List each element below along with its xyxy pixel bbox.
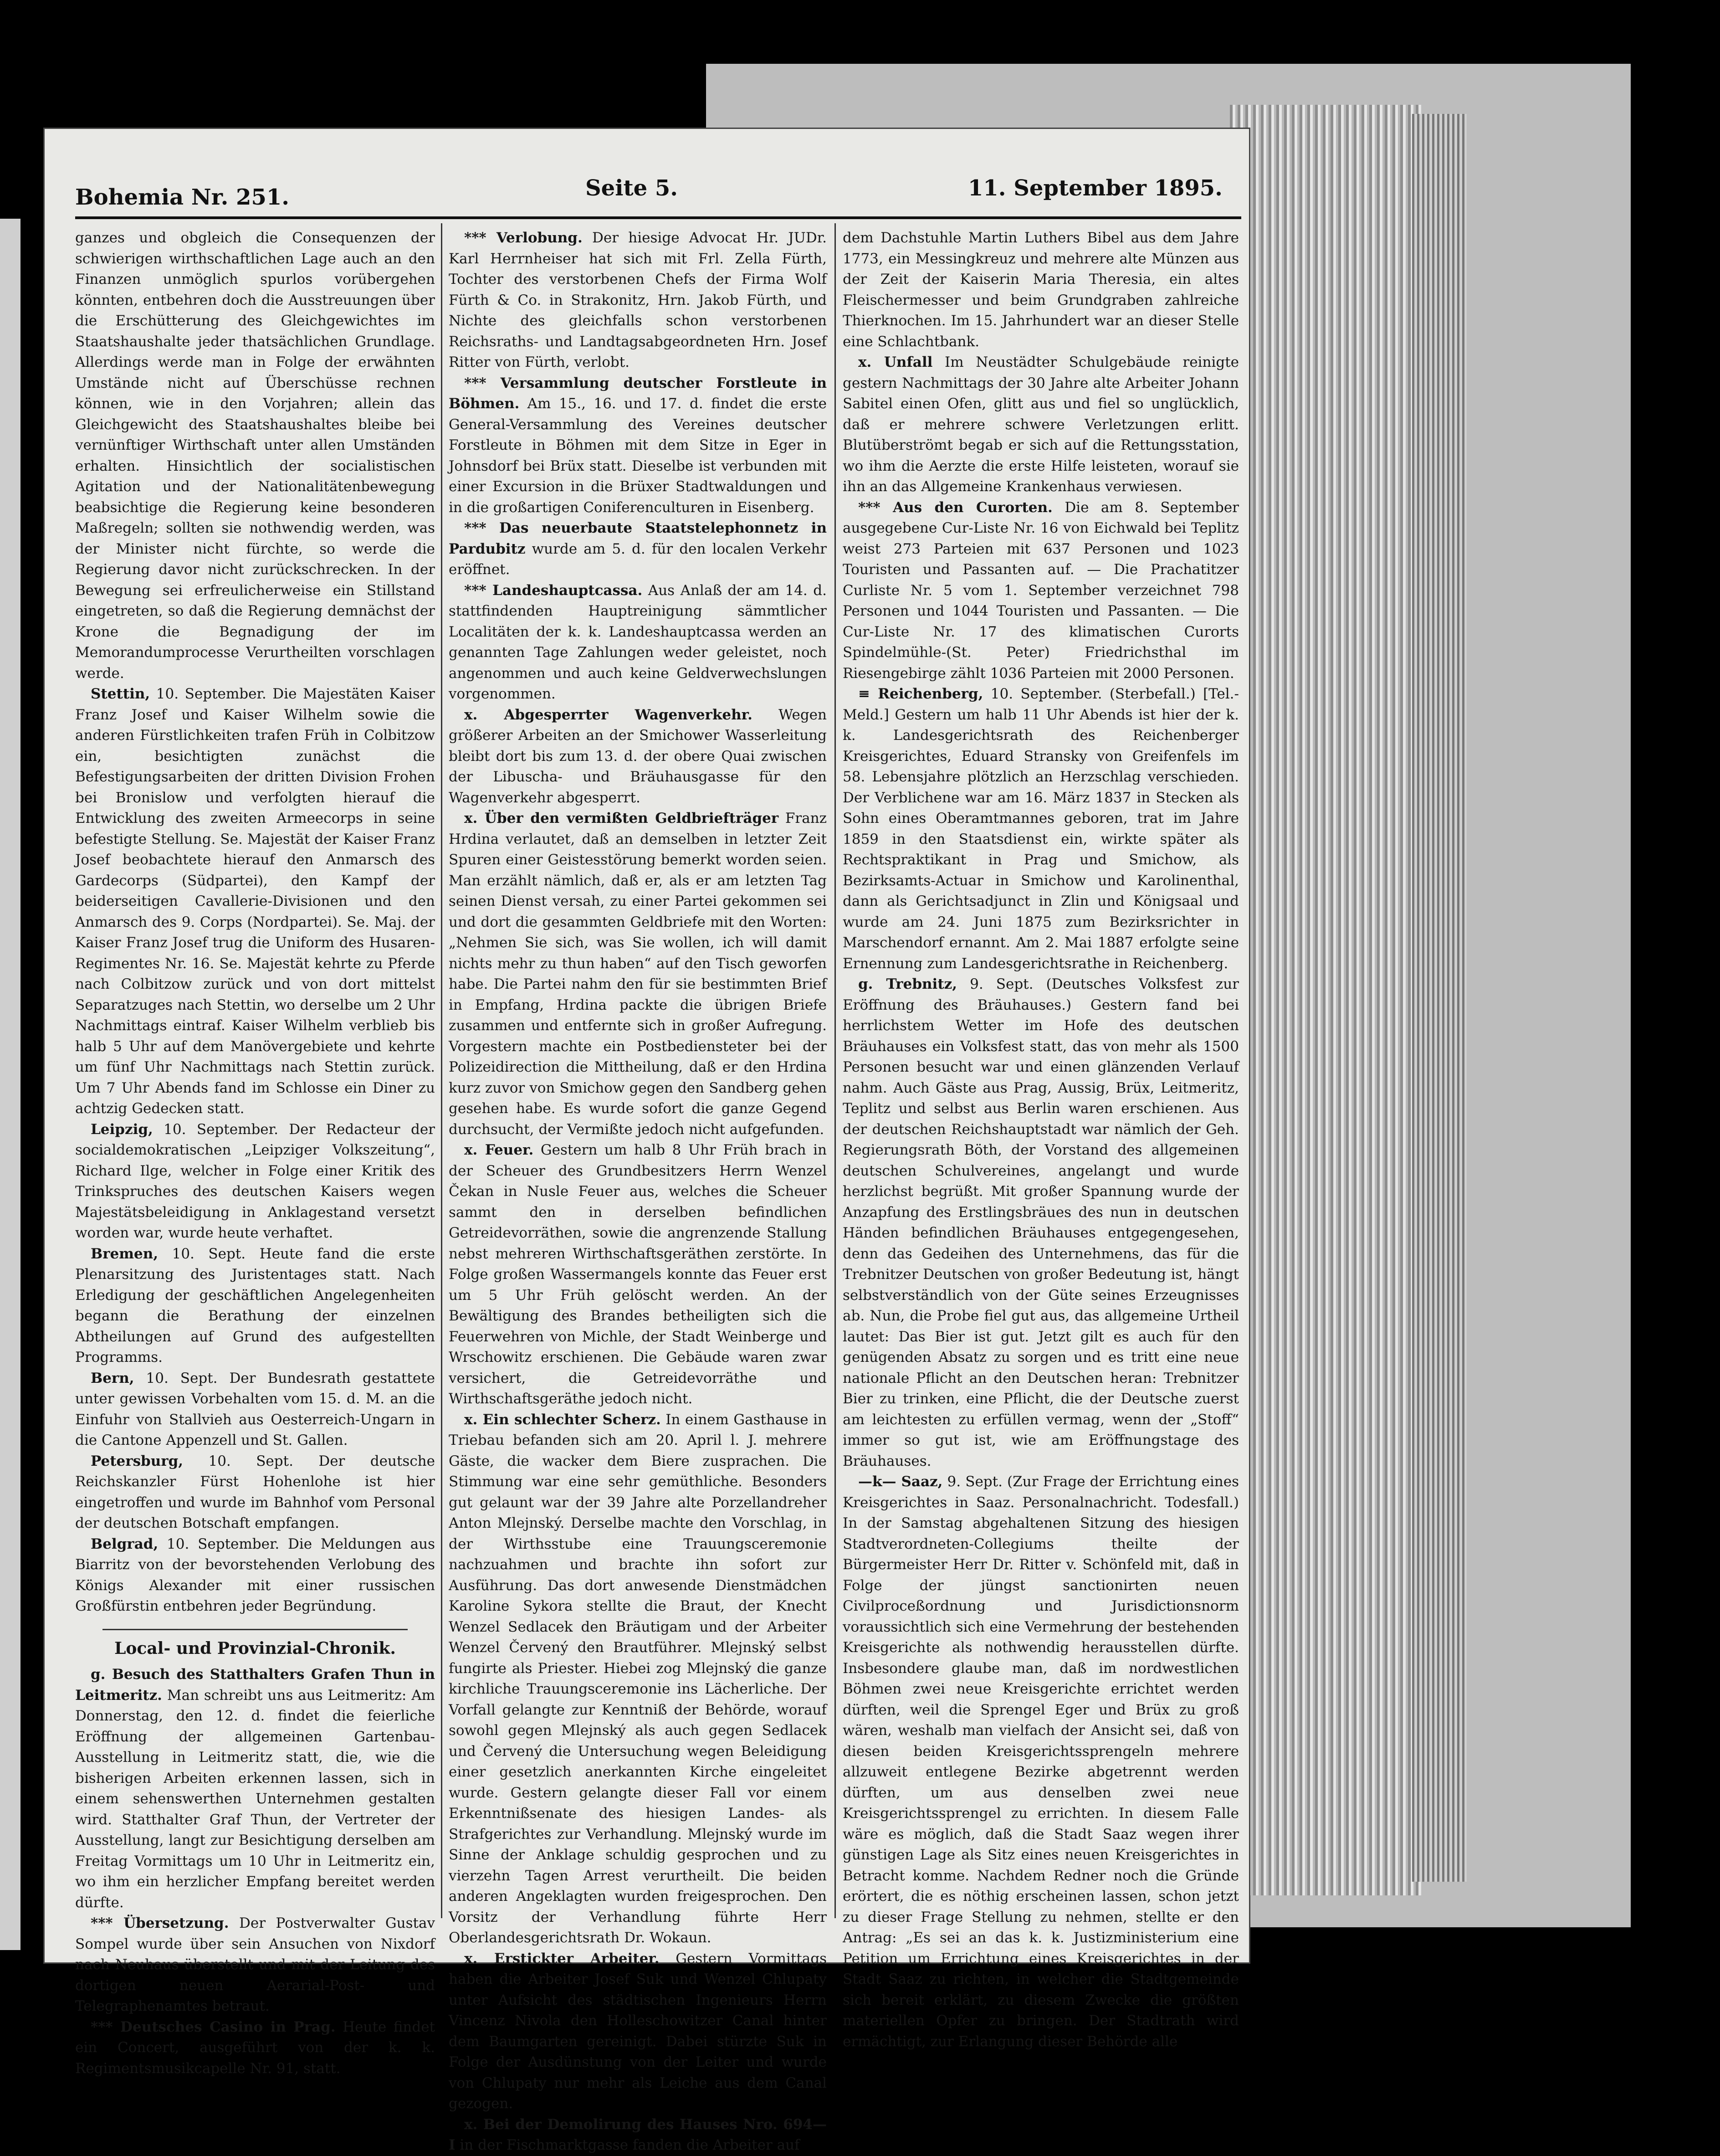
article-paragraph: Bern, 10. Sept. Der Bundesrath gestattete unter gewissen Vorbehalten vom 15. d. M. an die Einfuhr von Stallvieh aus Oesterreich-Ungarn in die Cantone Appenzell und St. Gallen. <box>75 1370 435 1448</box>
article-paragraph: x. Ein schlechter Scherz. In einem Gasthause in Triebau befanden sich am 20. April l. J. mehrere Gäste, die wacker dem Biere zusprachen. Die Stimmung war eine sehr gemüthliche. Besonders gut gelaunt war der 39 Jahre alte Porzellandreher Anton Mlejnský. Derselbe machte den Vorschlag, in der Wirthsstube eine Trauungsceremonie nachzuahmen und brachte ihn sofort zur Ausführung. Das dort anwesende Dienstmädchen Karoline Sykora stellte die Braut, der Knecht Wenzel Sedlacek den Bräutigam und der Arbeiter Wenzel Červený den Brautführer. Mlejnský selbst fungirte als Priester. Hiebei zog Mlejnský die ganze kirchliche Trauungsceremonie ins Lächerliche. Der Vorfall gelangte zur Kenntniß der Behörde, worauf sowohl gegen Mlejnský als auch gegen Sedlacek und Červený die Untersuchung wegen Beleidigung einer gesetzlich anerkannten Kirche eingeleitet wurde. Gestern gelangte dieser Fall vor einem Erkenntnißsenate des hiesigen Landes- als Strafgerichtes zur Verhandlung. Mlejnský wurde im Sinne der Anklage schuldig gesprochen und zu vierzehn Tagen Arrest verurtheilt. Die beiden anderen Angeklagten wurden freigesprochen. Den Vorsitz der Verhandlung führte Herr Oberlandesgerichtsrath Dr. Wokaun. <box>449 1411 827 1946</box>
article-paragraph: g. Besuch des Statthalters Grafen Thun in Leitmeritz. Man schreibt uns aus Leitmeritz: Am Donnerstag, den 12. d. findet die feierliche Eröffnung der allgemeinen Gartenbau-Ausstellung in Leitmeritz statt, die, wie die bisherigen Arbeiten erkennen lassen, sich in einem sehenswerthen Unternehmen gestalten wird. Statthalter Graf Thun, der Vertreter der Ausstellung, langt zur Besichtigung derselben am Freitag Vormittags um 10 Uhr in Leitmeritz ein, wo ihm ein herzlicher Empfang bereitet werden dürfte. <box>75 1666 435 1911</box>
column-divider <box>441 223 442 1918</box>
article-paragraph: Stettin, 10. September. Die Majestäten Kaiser Franz Josef und Kaiser Wilhelm sowie die anderen Fürstlichkeiten trafen Früh in Colbitzow ein, besichtigten zunächst die Befestigungsarbeiten der dritten Division Frohen bei Bronislow und verfolgten hierauf die Entwicklung des zweiten Armeecorps in seine befestigte Stellung. Se. Majestät der Kaiser Franz Josef beobachtete hierauf den Anmarsch des Gardecorps (Südpartei), den Kampf der beiderseitigen Cavallerie-Divisionen und den Anmarsch des 9. Corps (Nordpartei). Se. Maj. der Kaiser Franz Josef trug die Uniform des Husaren-Regimentes Nr. 16. Se. Majestät kehrte zu Pferde nach Colbitzow zurück und von dort mittelst Separatzuges nach Stettin, wo derselbe um 2 Uhr Nachmittags eintraf. Kaiser Wilhelm verblieb bis halb 5 Uhr auf dem Manövergebiete und kehrte um fünf Uhr Nachmittags nach Stettin zurück. Um 7 Uhr Abends fand im Schlosse ein Diner zu achtzig Gedecken statt. <box>75 686 435 1117</box>
article-paragraph: x. Feuer. Gestern um halb 8 Uhr Früh brach in der Scheuer des Grundbesitzers Herrn Wenzel Čekan in Nusle Feuer aus, welches die Scheuer sammt den in derselben befindlichen Getreidevorräthen, sowie die angrenzende Stallung nebst mehreren Wirthschaftsgeräthen zerstörte. In Folge großen Wassermangels konnte das Feuer erst um 5 Uhr Früh gelöscht werden. An der Bewältigung des Brandes betheiligten sich die Feuerwehren von Michle, der Stadt Weinberge und Wrschowitz erschienen. Die Gebäude waren zwar versichert, die Getreidevorräthe und Wirthschaftsgeräthe jedoch nicht. <box>449 1142 827 1407</box>
article-paragraph: *** Verlobung. Der hiesige Advocat Hr. JUDr. Karl Herrnheiser hat sich mit Frl. Zella Fürth, Tochter des verstorbenen Chefs der Firma Wolf Fürth & Co. in Strakonitz, Hrn. Jakob Fürth, und Nichte des gleichfalls schon verstorbenen Reichsraths- und Landtagsabgeordneten Hrn. Josef Ritter von Fürth, verlobt. <box>449 230 827 370</box>
page-stack-edge <box>1230 105 1421 1895</box>
article-paragraph: x. Abgesperrter Wagenverkehr. Wegen größerer Arbeiten an der Smichower Wasserleitung bleibt dort bis zum 13. d. der obere Quai zwischen der Libuscha- und Bräuhausgasse für den Wagenverkehr abgesperrt. <box>449 706 827 806</box>
article-paragraph: dem Dachstuhle Martin Luthers Bibel aus dem Jahre 1773, ein Messingkreuz und mehrere alte Münzen aus der Zeit der Kaiserin Maria Theresia, ein altes Fleischermesser und beim Grundgraben zahlreiche Thierknochen. Im 15. Jahrhundert war an dieser Stelle eine Schlachtbank. <box>843 230 1239 350</box>
article-paragraph: —k— Saaz, 9. Sept. (Zur Frage der Errichtung eines Kreisgerichtes in Saaz. Personalnachricht. Todesfall.) In der Samstag abgehaltenen Sitzung des hiesigen Stadtverordneten-Collegiums theilte der Bürgermeister Herr Dr. Ritter v. Schönfeld mit, daß in Folge der jüngst sanctionirten neuen Civilproceßordnung und Jurisdictionsnorm voraussichtlich sich eine Vermehrung der bestehenden Kreisgerichte als nothwendig herausstellen dürfte. Insbesondere glaube man, daß im nordwestlichen Böhmen zwei neue Kreisgerichte errichtet werden dürften, weil die Sprengel Eger und Brüx zu groß wären, weshalb man vielfach der Ansicht sei, daß von diesen beiden Kreisgerichtssprengeln mehrere allzuweit entlegene Bezirke abgetrennt werden dürften, um aus denselben zwei neue Kreisgerichtssprengel zu errichten. In diesem Falle wäre es möglich, daß die Stadt Saaz wegen ihrer günstigen Lage als Sitz eines neuen Kreisgerichtes in Betracht komme. Nachdem Redner noch die Gründe erörtert, die es nöthig erscheinen lassen, schon jetzt zu dieser Frage Stellung zu nehmen, stellte er den Antrag: „Es sei an das k. k. Justizministerium eine Petition um Errichtung eines Kreisgerichtes in der Stadt Saaz zu richten, in welcher die Stadtgemeinde sich bereit erklärt, zu diesem Zwecke die größten materiellen Opfer zu bringen. Der Stadtrath wird ermächtigt, zur Erlangung dieser Behörde alle <box>843 1473 1239 2050</box>
column-1 <box>75 228 435 2077</box>
article-paragraph: Leipzig, 10. September. Der Redacteur der socialdemokratischen „Leipziger Volkszeitung“, Richard Ilge, welcher in Folge einer Kritik des Trinkspruches des deutschen Kaisers wegen Majestätsbeleidigung in Anklagestand versetzt worden war, wurde heute verhaftet. <box>75 1121 435 1241</box>
section-divider <box>102 1629 408 1630</box>
page-number: Seite 5. <box>585 175 678 201</box>
article-paragraph: Bremen, 10. Sept. Heute fand die erste Plenarsitzung des Juristentages statt. Nach Erledigung der geschäftlichen Angelegenheiten begann die Berathung der einzelnen Abtheilungen auf Grund des aufgestellten Programms. <box>75 1245 435 1365</box>
article-paragraph: Belgrad, 10. September. Die Meldungen aus Biarritz von der bevorstehenden Verlobung des Königs Alexander mit einer russischen Großfürstin entbehren jeder Begründung. <box>75 1535 435 1614</box>
article-paragraph: *** Landeshauptcassa. Aus Anlaß der am 14. d. stattfindenden Hauptreinigung sämmtlicher Localitäten der k. k. Landeshauptcassa werden an genannten Tage Zahlungen weder geleistet, noch angenommen und auch keine Geldverwechslungen vorgenommen. <box>449 582 827 702</box>
issue-date: 11. September 1895. <box>968 175 1223 201</box>
article-paragraph: x. Unfall Im Neustädter Schulgebäude reinigte gestern Nachmittags der 30 Jahre alte Arbeiter Johann Sabitel einen Ofen, glitt aus und fiel so unglücklich, daß er mehrere schwere Verletzungen erlitt. Blutüberströmt begab er sich auf die Rettungsstation, wo ihm die Aerzte die erste Hilfe leisteten, worauf sie ihn an das Allgemeine Krankenhaus verwiesen. <box>843 354 1239 495</box>
page-stack-edge <box>1412 114 1467 1882</box>
article-paragraph: *** Übersetzung. Der Postverwalter Gustav Sompel wurde über sein Ansuchen von Nixdorf nach Neuhaus überstellt und mit der Leitung des dortigen neuen Aerarial-Post- und Telegraphenamtes betraut. <box>75 1915 435 2014</box>
article-paragraph: *** Versammlung deutscher Forstleute in Böhmen. Am 15., 16. und 17. d. findet die erste General-Versammlung des Vereines deutscher Forstleute in Böhmen mit dem Sitze in Eger in Johnsdorf bei Brüx statt. Dieselbe ist verbunden mit einer Excursion in die Brüxer Stadtwaldungen und in die großartigen Coniferenculturen in Eisenberg. <box>449 375 827 516</box>
article-paragraph: x. Erstickter Arbeiter. Gestern Vormittags haben die Arbeiter Josef Suk und Wenzel Chlupaty unter Aufsicht des städtischen Ingenieurs Herrn Vincenz Nivola den Holleschowitzer Canal hinter dem Baumgarten gereinigt. Dabei stürzte Suk in Folge der Ausdünstung von der Leiter und wurde von Chlupaty nur mehr als Leiche aus dem Canal gezogen. <box>449 1950 827 2112</box>
book-spine <box>0 219 20 1950</box>
article-paragraph: *** Das neuerbaute Staatstelephonnetz in Pardubitz wurde am 5. d. für den localen Verkehr eröffnet. <box>449 520 827 578</box>
masthead-issue: Bohemia Nr. 251. <box>75 185 289 210</box>
article-paragraph: *** Aus den Curorten. Die am 8. September ausgegebene Cur-Liste Nr. 16 von Eichwald bei Teplitz weist 273 Parteien mit 637 Personen und 1023 Touristen und Passanten auf. — Die Prachatitzer Curliste Nr. 5 vom 1. September verzeichnet 798 Personen und 1044 Touristen und Passanten. — Die Cur-Liste Nr. 17 des klimatischen Curorts Spindelmühle-(St. Peter) Friedrichsthal im Riesengebirge zählt 1036 Parteien mit 2000 Personen. <box>843 499 1239 682</box>
article-paragraph: ganzes und obgleich die Consequenzen der schwierigen wirthschaftlichen Lage auch an den Finanzen unmöglich spurlos vorübergehen könnten, entbehren doch die Ausstreuungen über die Erschütterung des Gleichgewichtes im Staatshaushalte jeder thatsächlichen Grundlage. Allerdings werde man in Folge der erwähnten Umstände nicht auf Überschüsse rechnen können, wie in den Vorjahren; allein das Gleichgewicht des Staatshaushaltes bleibe bei vernünftiger Wirthschaft unter allen Umständen erhalten. Hinsichtlich der socialistischen Agitation und der Nationalitätenbewegung beabsichtige die Regierung keine besonderen Maßregeln; sollten sie nothwendig werden, was der Minister nicht fürchte, so werde die Regierung davor nicht zurückschrecken. In der Bewegung sei erfreulicherweise ein Stillstand eingetreten, so daß die Regierung demnächst der Krone die Begnadigung der im Memorandumprocesse Verurtheilten vorschlagen werde. <box>75 230 435 682</box>
column-3 <box>843 228 1239 2050</box>
article-paragraph: *** Deutsches Casino in Prag. Heute findet ein Concert, ausgeführt von der k. k. Regimentsmusikcapelle Nr. 91, statt. <box>75 2018 435 2077</box>
column-2 <box>449 228 827 2153</box>
article-paragraph: ≡ Reichenberg, 10. September. (Sterbefall.) [Tel.-Meld.] Gestern um halb 11 Uhr Abends ist hier der k. k. Landesgerichtsrath des Reichenberger Kreisgerichtes, Eduard Stransky von Greifenfels im 58. Lebensjahre plötzlich an Herzschlag verschieden. Der Verblichene war am 16. März 1837 in Stecken als Sohn eines Oberamtmannes geboren, trat im Jahre 1859 in den Staatsdienst ein, wirkte später als Rechtspraktikant in Prag und Smichow, als Bezirksamts-Actuar in Smichow und Karolinenthal, dann als Gerichtsadjunct in Zlin und Königsaal und wurde am 24. Juni 1875 zum Bezirksrichter in Marschendorf ernannt. Am 2. Mai 1887 erfolgte seine Ernennung zum Landesgerichtsrathe in Reichenberg. <box>843 686 1239 972</box>
header-rule <box>75 216 1241 219</box>
article-paragraph: Petersburg, 10. Sept. Der deutsche Reichskanzler Fürst Hohenlohe ist hier eingetroffen und wurde im Bahnhof vom Personal der deutschen Botschaft empfangen. <box>75 1453 435 1531</box>
page-header <box>75 175 1241 212</box>
article-paragraph: x. Über den vermißten Geldbriefträger Franz Hrdina verlautet, daß an demselben in letzter Zeit Spuren einer Geistesstörung bemerkt worden seien. Man erzählt nämlich, daß er, als er am letzten Tag seinen Dienst versah, zu einer Partei gekommen sei und dort die gesammten Geldbriefe mit den Worten: „Nehmen Sie sich, was Sie wollen, ich will damit nichts mehr zu thun haben“ auf den Tisch geworfen habe. Die Partei nahm den für sie bestimmten Brief in Empfang, Hrdina packte die übrigen Briefe zusammen und entfernte sich in großer Aufregung. Vorgestern machte ein Postbediensteter bei der Polizeidirection die Mittheilung, daß er den Hrdina kurz zuvor von Smichow gegen den Sandberg gehen gesehen habe. Es wurde sofort die ganze Gegend durchsucht, der Vermißte jedoch nicht aufgefunden. <box>449 810 827 1138</box>
article-paragraph: x. Bei der Demolirung des Hauses Nro. 694—I in der Fischmarktgasse fanden die Arbeiter auf <box>449 2116 827 2153</box>
column-divider <box>834 223 836 1918</box>
article-paragraph: g. Trebnitz, 9. Sept. (Deutsches Volksfest zur Eröffnung des Bräuhauses.) Gestern fand bei herrlichstem Wetter im Hofe des deutschen Bräuhauses ein Volksfest statt, das von mehr als 1500 Personen besucht war und einen glänzenden Verlauf nahm. Auch Gäste aus Prag, Aussig, Brüx, Leitmeritz, Teplitz und selbst aus Berlin waren erschienen. Aus der deutschen Reichshauptstadt war nämlich der Geh. Regierungsrath Böth, der Vorstand des allgemeinen deutschen Schulvereines, angelangt und wurde herzlichst begrüßt. Mit großer Spannung wurde der Anzapfung des Erstlingsbräues des nun in deutschen Händen befindlichen Bräuhauses entgegengesehen, denn das Gedeihen des Unternehmens, das für die Trebnitzer Deutschen von großer Bedeutung ist, hängt selbstverständlich von der Güte seines Erzeugnisses ab. Nun, die Probe fiel gut aus, das allgemeine Urtheil lautet: Das Bier ist gut. Jetzt gilt es auch für den genügenden Absatz zu sorgen und es tritt eine neue nationale Pflicht an den Deutschen heran: Trebnitzer Bier zu trinken, eine Pflicht, die der Deutsche zuerst am leichtesten zu erfüllen vermag, wenn der „Stoff“ immer so gut ist, wie am Eröffnungstage des Bräuhauses. <box>843 976 1239 1469</box>
section-title: Local- und Provinzial-Chronik. <box>114 1638 396 1658</box>
